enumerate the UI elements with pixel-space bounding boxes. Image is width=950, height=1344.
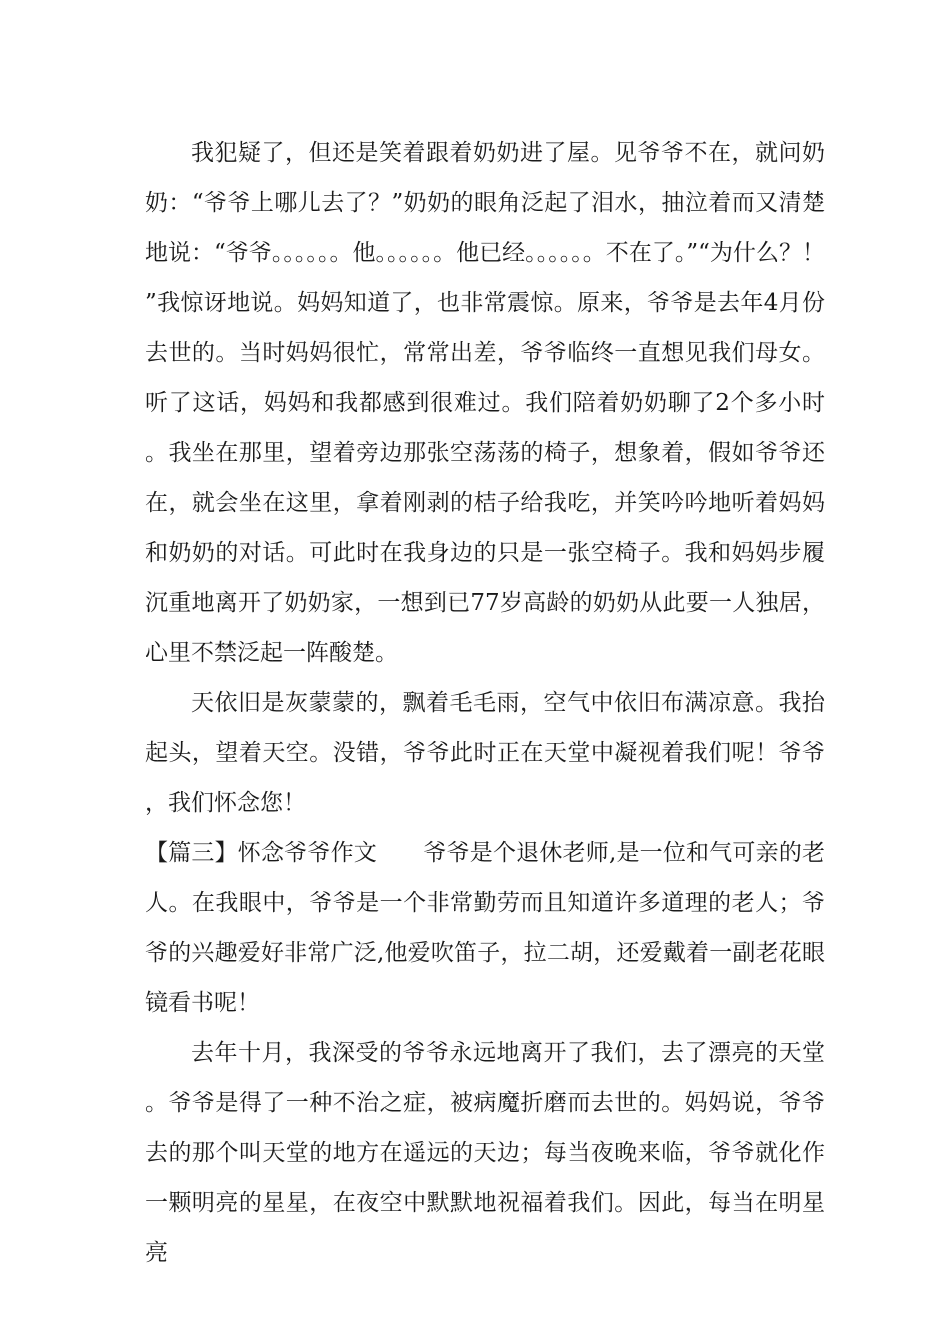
paragraph-grandma-visit: 我犯疑了，但还是笑着跟着奶奶进了屋。见爷爷不在，就问奶奶：“爷爷上哪儿去了？”奶奶的眼角泛起了泪水，抽泣着而又清楚地说：“爷爷。。。。。。他。。。。。。他已经。。。。。。不在了。”“为什么？！”我惊讶地说。妈妈知道了，也非常震惊。原来，爷爷是去年4月份去世的。当时妈妈很忙，常常出差，爷爷临终一直想见我们母女。听了这话，妈妈和我都感到很难过。我们陪着奶奶聊了2个多小时。我坐在那里，望着旁边那张空荡荡的椅子，想象着，假如爷爷还在，就会坐在这里，拿着刚剥的桔子给我吃，并笑吟吟地听着妈妈和奶奶的对话。可此时在我身边的只是一张空椅子。我和妈妈步履沉重地离开了奶奶家，一想到已77岁高龄的奶奶从此要一人独居，心里不禁泛起一阵酸楚。 — [145, 140, 825, 666]
paragraph-sky-remembrance: 天依旧是灰蒙蒙的，飘着毛毛雨，空气中依旧布满凉意。我抬起头，望着天空。没错，爷爷此时正在天堂中凝视着我们呢！爷爷，我们怀念您！ — [145, 690, 825, 816]
section-heading: 【篇三】怀念爷爷作文 — [145, 840, 377, 866]
section-intro-text: 爷爷是个退休老师,是一位和气可亲的老人。在我眼中，爷爷是一个非常勤劳而且知道许多道理的老人；爷爷的兴趣爱好非常广泛,他爱吹笛子，拉二胡，还爱戴着一副老花眼镜看书呢！ — [145, 840, 826, 1016]
section-three-intro — [145, 828, 825, 1028]
section-heading-gap — [377, 840, 423, 866]
paragraph-last-october: 去年十月，我深受的爷爷永远地离开了我们，去了漂亮的天堂。爷爷是得了一种不治之症，被病魔折磨而去世的。妈妈说，爷爷去的那个叫天堂的地方在遥远的天边；每当夜晚来临，爷爷就化作一颗明亮的星星，在夜空中默默地祝福着我们。因此，每当在明星亮 — [145, 1040, 825, 1266]
document-body — [145, 128, 825, 1278]
